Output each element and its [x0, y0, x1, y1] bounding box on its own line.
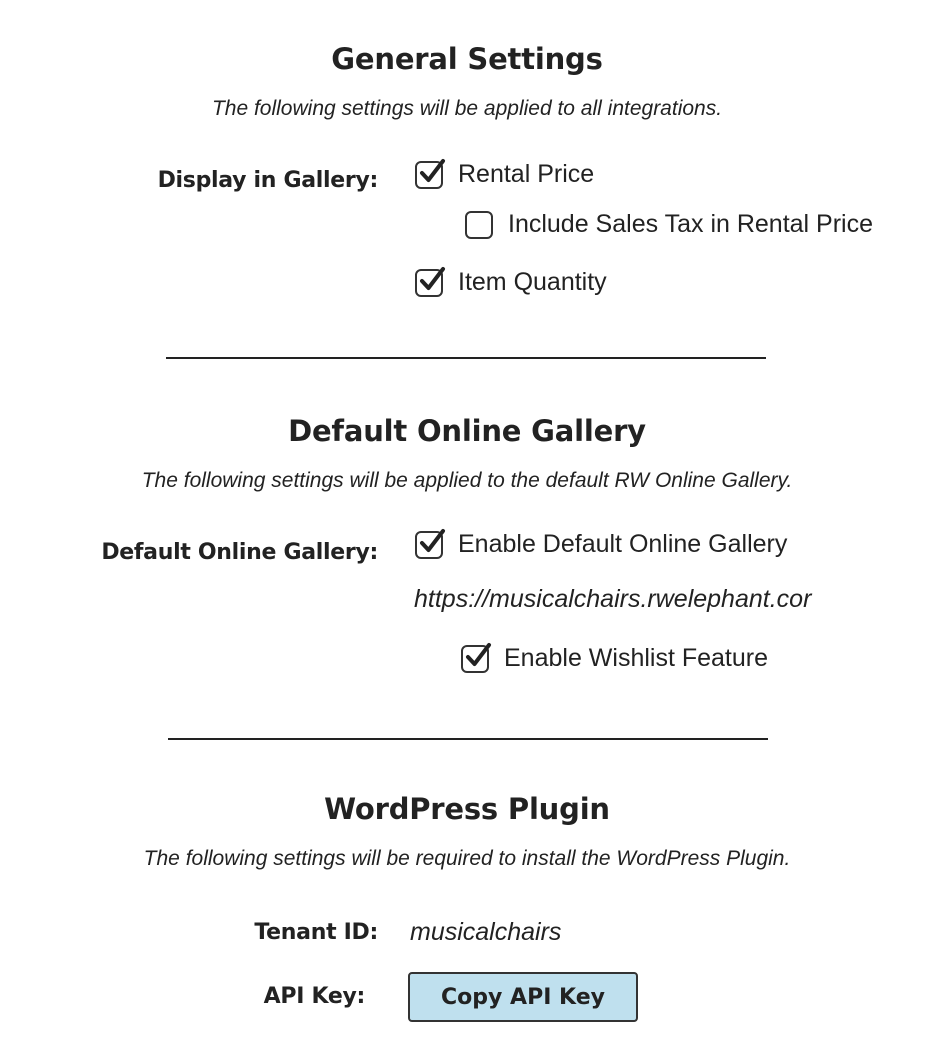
display-in-gallery-label: Display in Gallery: [157, 168, 378, 193]
include-sales-tax-checkbox[interactable] [465, 211, 493, 239]
item-quantity-checkbox[interactable] [415, 269, 443, 297]
default-online-gallery-label: Default Online Gallery: [101, 540, 378, 565]
section-divider [168, 738, 768, 740]
item-quantity-label[interactable]: Item Quantity [458, 268, 607, 296]
gallery-url-link[interactable]: https://musicalchairs.rwelephant.cor [414, 585, 812, 613]
wordpress-plugin-title: WordPress Plugin [324, 792, 610, 826]
general-settings-subtitle: The following settings will be applied to all integrations. [211, 97, 723, 120]
section-divider [166, 357, 766, 359]
include-sales-tax-label[interactable]: Include Sales Tax in Rental Price [508, 210, 874, 238]
tenant-id-label: Tenant ID: [254, 920, 378, 945]
rental-price-checkbox[interactable] [415, 161, 443, 189]
checkmark-icon [463, 641, 493, 671]
tenant-id-value: musicalchairs [410, 918, 562, 946]
api-key-label: API Key: [263, 984, 365, 1009]
rental-price-label[interactable]: Rental Price [458, 160, 595, 188]
checkmark-icon [417, 265, 447, 295]
default-gallery-title: Default Online Gallery [288, 414, 646, 448]
default-gallery-subtitle: The following settings will be applied to the default RW Online Gallery. [141, 469, 793, 492]
general-settings-title: General Settings [331, 42, 603, 76]
enable-default-gallery-checkbox[interactable] [415, 531, 443, 559]
checkmark-icon [417, 157, 447, 187]
enable-default-gallery-label[interactable]: Enable Default Online Gallery [458, 530, 788, 558]
copy-api-key-button[interactable]: Copy API Key [408, 972, 638, 1022]
enable-wishlist-checkbox[interactable] [461, 645, 489, 673]
enable-wishlist-label[interactable]: Enable Wishlist Feature [504, 644, 769, 672]
checkmark-icon [417, 527, 447, 557]
wordpress-plugin-subtitle: The following settings will be required to install the WordPress Plugin. [143, 847, 791, 870]
